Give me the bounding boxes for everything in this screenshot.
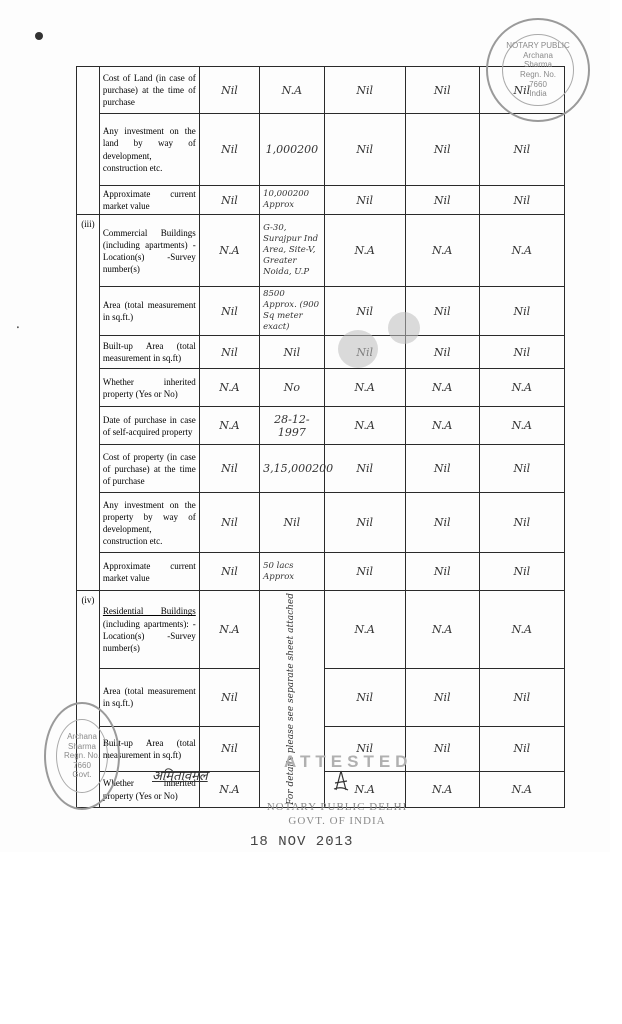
value-cell: No (260, 369, 325, 407)
value-cell: Nil (324, 445, 405, 493)
value-cell: N.A (324, 215, 405, 287)
ink-blot (388, 312, 420, 344)
value-cell: Nil (405, 67, 479, 114)
value-cell: Nil (324, 114, 405, 186)
value-cell: N.A (479, 215, 564, 287)
value-cell: N.A (324, 369, 405, 407)
value-cell: 10,000200 Approx (260, 186, 325, 215)
value-cell: Nil (405, 445, 479, 493)
table-row (77, 114, 565, 186)
table-row (77, 215, 565, 287)
value-cell: Nil (324, 186, 405, 215)
row-label: Whether inherited property (Yes or No) (99, 369, 199, 407)
value-cell: Nil (260, 336, 325, 369)
value-cell: Nil (479, 669, 564, 727)
value-cell: 50 lacs Approx (260, 553, 325, 591)
value-cell: N.A (199, 591, 259, 669)
value-cell: Nil (405, 114, 479, 186)
value-cell: Nil (405, 336, 479, 369)
value-cell: N.A (405, 591, 479, 669)
table-row (77, 287, 565, 336)
value-cell: N.A (405, 771, 479, 808)
value-cell: Nil (405, 726, 479, 771)
value-cell: N.A (199, 771, 259, 808)
rotated-note-cell (260, 591, 325, 808)
value-cell: N.A (405, 369, 479, 407)
margin-mark: ⸱ (16, 321, 20, 336)
row-label: Any investment on the property by way of development, construction etc. (99, 493, 199, 553)
table-row (77, 186, 565, 215)
value-cell: Nil (324, 553, 405, 591)
row-label: Cost of property (in case of purchase) at the time of purchase (99, 445, 199, 493)
row-number (77, 67, 100, 215)
value-cell: Nil (199, 287, 259, 336)
value-cell: Nil (324, 493, 405, 553)
value-cell: Nil (199, 445, 259, 493)
value-cell: 1,000200 (260, 114, 325, 186)
notary-text: NOTARY PUBLIC DELHI GOVT. OF INDIA (266, 801, 408, 828)
value-cell: N.A (199, 369, 259, 407)
row-label: Area (total measurement in sq.ft.) (99, 287, 199, 336)
value-cell: Nil (199, 493, 259, 553)
row-label: Approximate current market value (99, 186, 199, 215)
value-cell: Nil (405, 553, 479, 591)
row-label: Any investment on the land by way of development, construction etc. (99, 114, 199, 186)
value-cell: Nil (405, 669, 479, 727)
value-cell: Nil (324, 67, 405, 114)
value-cell: N.A (324, 771, 405, 808)
value-cell: N.A (479, 407, 564, 445)
notary-stamp-bottom: Archana Sharma Regn. No. 7660 Govt. (44, 702, 120, 810)
row-label: Commercial Buildings (including apartments) -Location(s) -Survey number(s) (99, 215, 199, 287)
value-cell: Nil (479, 445, 564, 493)
notary-stamp-top: NOTARY PUBLIC Archana Sharma Regn. No. 7660 India (486, 18, 590, 122)
row-label: Built-up Area (total measurement in sq.ft) (99, 726, 199, 771)
table-row (77, 445, 565, 493)
row-label: Whether inherited property (Yes or No) (99, 771, 199, 808)
ink-blot (338, 330, 378, 368)
row-label: Area (total measurement in sq.ft.) (99, 669, 199, 727)
value-cell: Nil (199, 726, 259, 771)
value-cell: Nil (479, 186, 564, 215)
row-label: Date of purchase in case of self-acquired property (99, 407, 199, 445)
row-number: (iv) (77, 591, 100, 808)
value-cell: Nil (199, 553, 259, 591)
value-cell: Nil (260, 493, 325, 553)
table-row (77, 336, 565, 369)
value-cell: Nil (405, 493, 479, 553)
row-number: (iii) (77, 215, 100, 591)
notary-signature-icon (332, 770, 350, 792)
value-cell: N.A (324, 407, 405, 445)
value-cell: Nil (479, 336, 564, 369)
date-stamp: 18 NOV 2013 (250, 834, 354, 850)
value-cell: Nil (324, 726, 405, 771)
value-cell: Nil (199, 186, 259, 215)
value-cell: Nil (479, 726, 564, 771)
value-cell: Nil (199, 669, 259, 727)
value-cell: Nil (199, 114, 259, 186)
value-cell: 3,15,000200 (260, 445, 325, 493)
value-cell: Nil (324, 287, 405, 336)
value-cell: 28-12-1997 (260, 407, 325, 445)
property-table (76, 66, 565, 808)
value-cell: N.A (479, 591, 564, 669)
attested-stamp: ATTESTED (284, 752, 413, 771)
value-cell: Nil (324, 669, 405, 727)
value-cell: Nil (199, 336, 259, 369)
residential-label: (including apartments): -Location(s) -Survey number(s) (102, 618, 196, 653)
value-cell: N.A (405, 407, 479, 445)
value-cell: N.A (405, 215, 479, 287)
table-row (77, 369, 565, 407)
row-label: Built-up Area (total measurement in sq.ft) (99, 336, 199, 369)
rotated-note: For details please see separate sheet attached (286, 593, 297, 806)
table-row (77, 407, 565, 445)
value-cell: N.A (479, 771, 564, 808)
value-cell: N.A (199, 215, 259, 287)
value-cell: N.A (479, 369, 564, 407)
row-label: Approximate current market value (99, 553, 199, 591)
value-cell: Nil (199, 67, 259, 114)
value-cell: Nil (479, 114, 564, 186)
value-cell: N.A (324, 591, 405, 669)
punch-hole (35, 32, 43, 40)
value-cell: N.A (260, 67, 325, 114)
value-cell: N.A (199, 407, 259, 445)
value-cell: Nil (479, 67, 564, 114)
value-cell: Nil (405, 287, 479, 336)
residential-title: Residential Buildings (102, 606, 196, 617)
value-cell: 8500 Approx. (900 Sq meter exact) (260, 287, 325, 336)
table-row (77, 553, 565, 591)
signature: अमितावमल (152, 769, 208, 784)
row-label (99, 591, 199, 669)
value-cell: G-30, Surajpur Ind Area, Site-V, Greater Noida, U.P (260, 215, 325, 287)
value-cell: Nil (479, 553, 564, 591)
value-cell: Nil (479, 287, 564, 336)
table-row (77, 591, 565, 669)
row-label: Cost of Land (in case of purchase) at the time of purchase (99, 67, 199, 114)
value-cell: Nil (479, 493, 564, 553)
table-row (77, 493, 565, 553)
value-cell: Nil (405, 186, 479, 215)
